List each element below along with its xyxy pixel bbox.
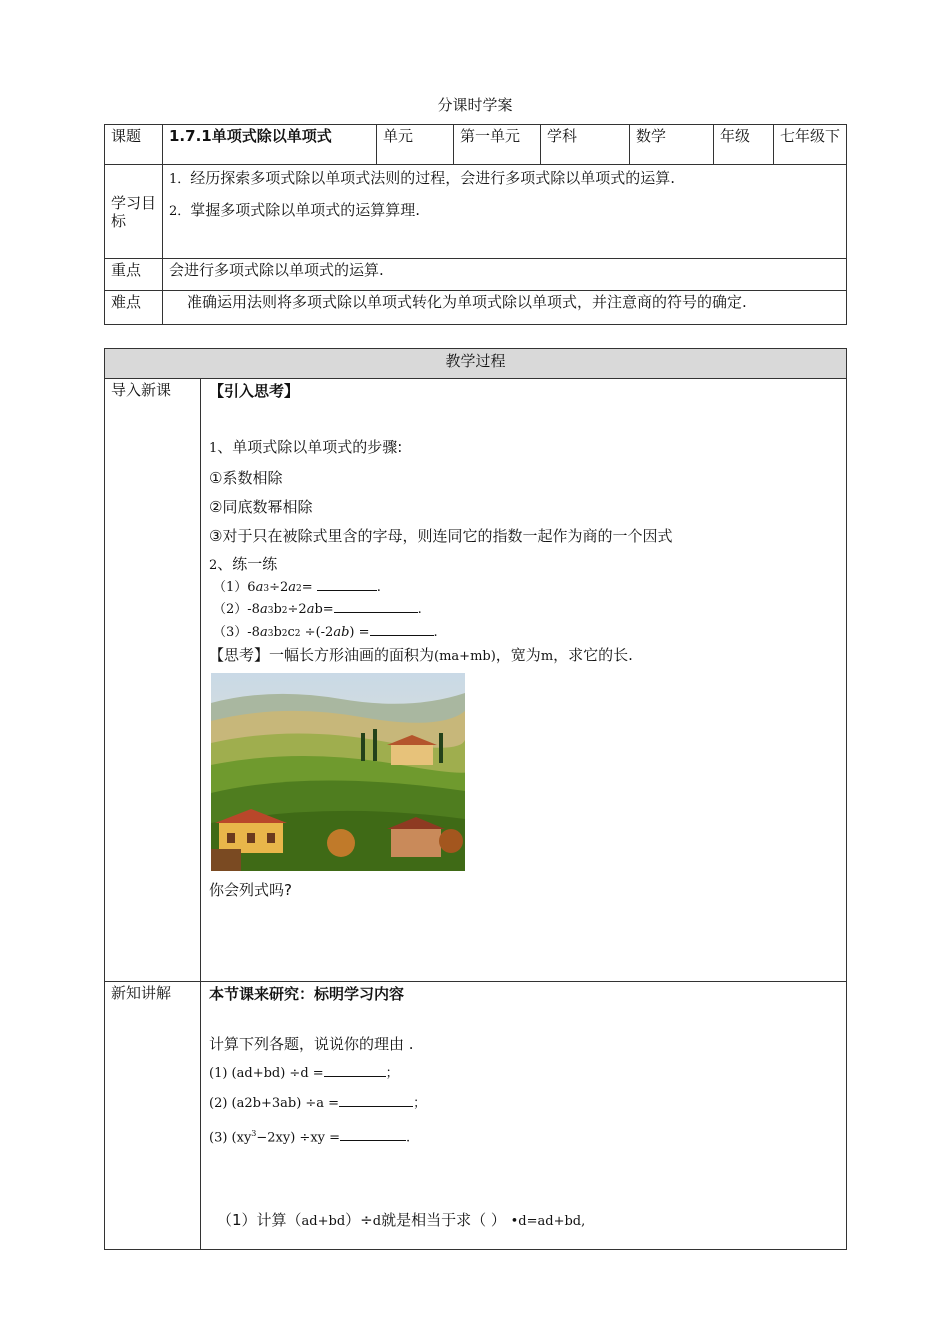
topic-value: 1.7.1单项式除以单项式	[163, 125, 377, 165]
topic-label: 课题	[105, 125, 163, 165]
last-line-expr: ad+bd	[301, 1214, 346, 1230]
exercise-3-part: b	[273, 625, 282, 640]
exercise-2-answer-blank[interactable]	[334, 612, 418, 613]
step-1: ①系数相除	[209, 469, 283, 487]
exercise-2-part: -8	[247, 602, 260, 617]
difficulty-text: 准确运用法则将多项式除以单项式转化为单项式除以单项式，并注意商的符号的确定.	[163, 291, 847, 325]
ask-question: 你会列式吗?	[209, 881, 292, 899]
exercise-3	[209, 622, 840, 645]
key-point-text: 会进行多项式除以单项式的运算.	[163, 259, 847, 291]
teaching-process-table	[104, 348, 847, 1250]
practice-title: 、练一练	[217, 555, 278, 573]
key-point-label: 重点	[105, 259, 163, 291]
unit-value: 第一单元	[454, 125, 541, 165]
exercise-2-part: a	[259, 602, 268, 617]
exercise-3-answer-blank[interactable]	[370, 635, 434, 636]
exercise-2-part: a	[306, 602, 315, 617]
calc-item-1	[209, 1065, 840, 1083]
last-line-text: ）÷	[345, 1211, 373, 1230]
intro-label: 导入新课	[105, 379, 201, 982]
goal-2-text: 掌握多项式除以单项式的运算算理.	[190, 201, 421, 219]
step-3: ③对于只在被除式里含的字母，则连同它的指数一起作为商的一个因式	[209, 527, 673, 545]
exercise-3-part: ÷(-2	[304, 625, 334, 640]
exercise-1-part: a	[255, 580, 264, 595]
exercise-3-part: c	[287, 625, 295, 640]
exercise-3-part: )	[349, 625, 355, 640]
exercise-2-part: .	[417, 602, 422, 617]
exercise-3-part: .	[433, 625, 438, 640]
exercise-3-part: ab	[333, 625, 350, 640]
practice-number: 2	[209, 558, 218, 573]
last-line-text: （1）计算（	[217, 1211, 302, 1230]
grade-label: 年级	[714, 125, 774, 165]
calc-item-2-end: ；	[413, 1096, 427, 1111]
calc-item-2-expr: (2) (a2b+3ab) ÷a =	[209, 1096, 340, 1111]
exercise-3-number: （3）	[213, 625, 248, 640]
lesson-info-table	[104, 124, 847, 325]
difficulty-label: 难点	[105, 291, 163, 325]
exercise-2-part: b	[273, 602, 282, 617]
landscape-painting	[211, 673, 465, 871]
calc-item-3	[209, 1125, 840, 1147]
subject-value: 数学	[630, 125, 714, 165]
calc-prompt: 计算下列各题，说说你的理由 .	[209, 1035, 414, 1053]
calc-item-3-blank[interactable]	[340, 1140, 406, 1141]
exercise-1-part: ÷2	[269, 580, 289, 595]
subject-label: 学科	[541, 125, 630, 165]
goal-1-text: 经历探索多项式除以单项式法则的过程，会进行多项式除以单项式的运算.	[190, 169, 676, 187]
last-line-text: 就是相当于求（ ）	[381, 1211, 506, 1230]
intro-heading: 【引入思考】	[209, 382, 300, 400]
goals-label: 学习目标	[105, 165, 163, 259]
exercise-2-part: ÷2	[287, 602, 307, 617]
grade-value: 七年级下	[774, 125, 847, 165]
think-text: ，宽为	[495, 646, 541, 664]
exercise-3-part: 2	[281, 629, 288, 639]
exercise-3-part: =	[358, 625, 370, 640]
calc-item-3-end: .	[406, 1130, 411, 1146]
calc-item-2	[209, 1095, 840, 1113]
calc-item-3-expr: (3) (xy	[209, 1130, 252, 1146]
step-2: ②同底数幂相除	[209, 498, 313, 516]
exercise-3-part: 2	[294, 629, 301, 639]
new-knowledge-label: 新知讲解	[105, 982, 201, 1250]
last-line	[209, 1211, 840, 1231]
calc-item-2-blank[interactable]	[339, 1106, 413, 1107]
intro-cell	[201, 379, 847, 982]
exercise-3-part: 3	[267, 629, 274, 639]
goals-cell	[163, 165, 847, 259]
exercise-2-number: （2）	[213, 602, 248, 617]
exercise-1-part: a	[288, 580, 296, 595]
exercise-3-part: -8	[247, 625, 260, 640]
exercise-1-number: （1）	[213, 580, 248, 595]
new-knowledge-cell	[201, 982, 847, 1250]
exercise-2-part: 2	[281, 606, 288, 616]
think-question	[209, 645, 840, 667]
exercise-1	[209, 578, 840, 599]
think-expression: (ma+mb)	[434, 649, 496, 664]
exercise-2-part: 3	[267, 606, 274, 616]
goal-1-number: 1．	[169, 172, 191, 187]
calc-item-1-end: ；	[385, 1066, 399, 1081]
calc-item-3-expr: −2xy) ÷xy =	[256, 1130, 341, 1146]
exercise-1-part: 3	[263, 584, 270, 594]
think-variable: m	[540, 649, 554, 664]
unit-label: 单元	[377, 125, 454, 165]
exercise-1-part: =	[301, 580, 313, 595]
steps-title-number: 1	[209, 441, 218, 456]
think-label: 【思考】	[209, 646, 270, 664]
steps-title: 、单项式除以单项式的步骤:	[217, 438, 403, 456]
exercise-3-part: a	[259, 625, 268, 640]
exercise-2	[209, 599, 840, 622]
exercise-2-part: b=	[314, 602, 334, 617]
exercise-1-part: .	[376, 580, 381, 595]
goal-2-number: 2．	[169, 204, 191, 219]
document-title: 分课时学案	[437, 96, 513, 114]
calc-item-1-expr: (1) (ad+bd) ÷d =	[209, 1066, 324, 1081]
calc-item-1-blank[interactable]	[324, 1076, 386, 1077]
exercise-1-part: 6	[247, 580, 256, 595]
exercise-1-answer-blank[interactable]	[317, 590, 377, 591]
think-text: 一幅长方形油画的面积为	[269, 646, 435, 664]
exercise-1-part: 2	[296, 584, 302, 594]
think-text: ，求它的长.	[553, 646, 633, 664]
last-line-expr: •d=ad+bd,	[510, 1214, 586, 1230]
calc-item-3-exponent: 3	[251, 1129, 257, 1138]
process-header: 教学过程	[105, 349, 847, 379]
last-line-expr: d	[372, 1214, 382, 1230]
new-knowledge-heading: 本节课来研究：标明学习内容	[209, 985, 405, 1003]
